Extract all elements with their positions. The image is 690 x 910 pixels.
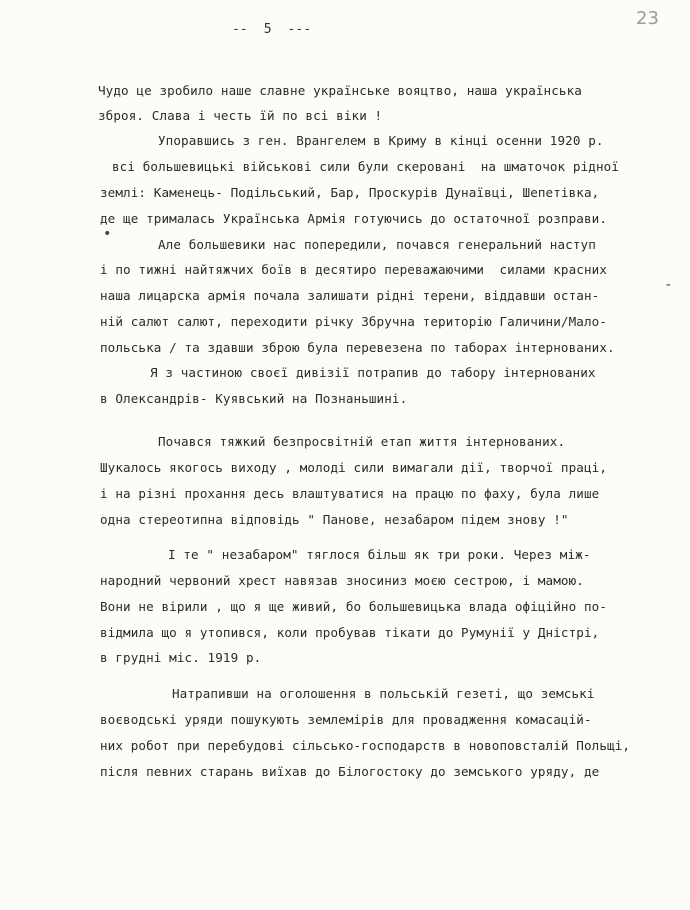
text-line: Почався тяжкий безпросвітній етап життя інтернованих.: [158, 434, 566, 449]
text-line: ній салют салют, переходити річку Збручна територію Галичини/Мало-: [100, 314, 608, 329]
archive-page-number: 23: [636, 8, 660, 29]
text-line: і по тижні найтяжчих боїв в десятиро переважаючими силами красних: [100, 262, 608, 277]
text-line: всі большевицькі військові сили були скеровані на шматочок рідної: [112, 159, 620, 174]
text-line: відмила що я утопився, коли пробував тікати до Румунії у Дністрі,: [100, 625, 600, 640]
text-line: і на різні прохання десь влаштуватися на працю по фаху, була лише: [100, 486, 600, 501]
text-line: Чудо це зробило наше славне українське вояцтво, наша українська: [98, 83, 582, 98]
text-line: Натрапивши на оголошення в польській гезеті, що земські: [172, 686, 595, 701]
text-line: землі: Каменець- Подільський, Бар, Проскурів Дунаївці, Шепетівка,: [100, 185, 600, 200]
text-line: одна стереотипна відповідь " Панове, незабаром підем знову !": [100, 512, 569, 527]
text-line: Упоравшись з ген. Врангелем в Криму в кінці осенни 1920 р.: [158, 133, 604, 148]
text-line: Вони не вірили , що я ще живий, бо большевицька влада офіційно по-: [100, 599, 608, 614]
text-line: народний червоний хрест навязав зносиниз моєю сестрою, і мамою.: [100, 573, 584, 588]
page-number: -- 5 ---: [232, 22, 312, 37]
text-line: них робот при перебудові сільсько-господарств в новоповсталій Польщі,: [100, 738, 631, 753]
text-line: в грудні міс. 1919 р.: [100, 650, 262, 665]
text-line: І те " незабаром" тяглося більш як три роки. Через між-: [168, 547, 591, 562]
margin-mark: -: [664, 277, 673, 293]
stray-mark: •: [103, 226, 112, 242]
text-line: в Олександрів- Куявський на Познаньшині.: [100, 391, 408, 406]
text-line: де ще трималась Українська Армія готуючись до остаточної розправи.: [100, 211, 608, 226]
text-line: воєводські уряди пошукують землемірів для провадження комасацій-: [100, 712, 592, 727]
text-line: наша лицарска армія почала залишати рідні терени, віддавши остан-: [100, 288, 600, 303]
text-line: після певних старань виїхав до Білогостоку до земського уряду, де: [100, 764, 600, 779]
text-line: зброя. Слава і честь їй по всі віки !: [98, 108, 383, 123]
text-line: Шукалось якогось виходу , молоді сили вимагали дії, творчої праці,: [100, 460, 608, 475]
text-line: Я з частиною своєї дивізії потрапив до табору інтернованих: [150, 365, 596, 380]
text-line: Але большевики нас попередили, почався генеральний наступ: [158, 237, 596, 252]
text-line: польська / та здавши зброю була перевезена по таборах інтернованих.: [100, 340, 615, 355]
